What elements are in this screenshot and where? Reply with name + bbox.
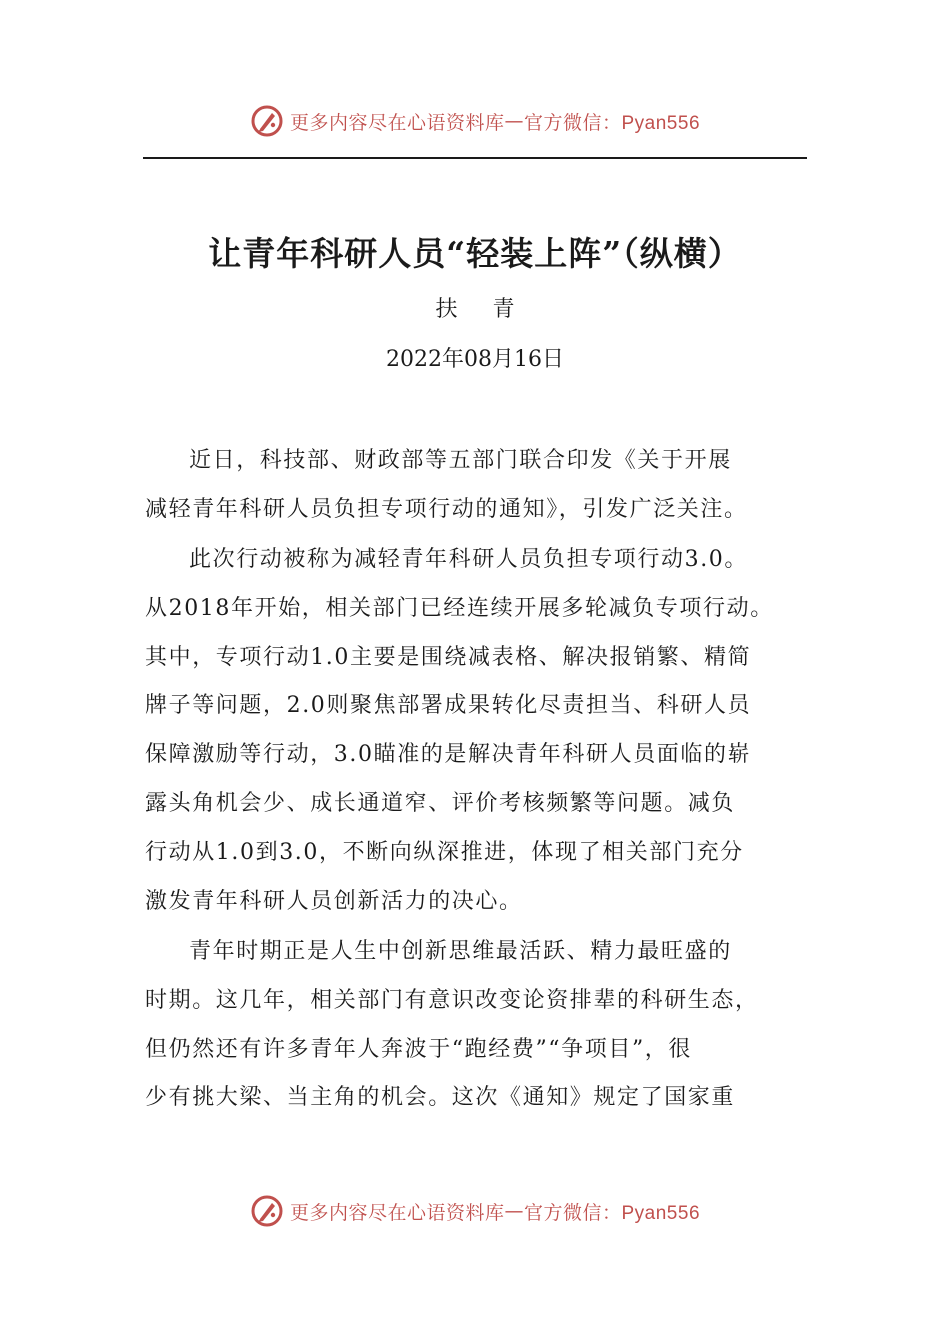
text-line: 近日，科技部、财政部等五部门联合印发《关于开展 (189, 448, 732, 473)
text-line: 减轻青年科研人员负担专项行动的通知》，引发广泛关注。 (145, 496, 748, 522)
text-line: 青年时期正是人生中创新思维最活跃、精力最旺盛的 (189, 938, 732, 964)
watermark-text: 更多内容尽在心语资料库 (289, 111, 505, 134)
paragraph-3 (145, 928, 805, 1123)
text-line: 激发青年科研人员创新活力的决心。 (145, 888, 523, 914)
paragraph-1 (145, 437, 805, 535)
paragraph-2 (145, 536, 805, 926)
footer-watermark (0, 1194, 950, 1228)
article-body (145, 437, 805, 1125)
watermark-dash: — (504, 1200, 524, 1222)
article-author: 扶 青 (435, 297, 529, 322)
article-date: 2022年08月16日 (386, 347, 564, 372)
text-line: 行动从1.0到3.0，不断向纵深推进，体现了相关部门充分 (145, 839, 744, 865)
header-watermark (0, 104, 950, 138)
text-line: 保障激励等行动，3.0瞄准的是解决青年科研人员面临的崭 (145, 742, 752, 768)
text-line: 此次行动被称为减轻青年科研人员负担专项行动3.0。 (189, 547, 748, 573)
watermark-account: 官方微信：Pyan556 (524, 1202, 701, 1224)
text-line: 时期。这几年，相关部门有意识改变论资排辈的科研生态， (145, 987, 759, 1013)
article-title: 让青年科研人员“轻装上阵”（纵横） (208, 234, 742, 273)
header-rule (143, 157, 807, 159)
text-line: 其中，专项行动1.0主要是围绕减表格、解决报销繁、精简 (145, 644, 752, 670)
watermark-dash: — (504, 110, 524, 132)
text-line: 但仍然还有许多青年人奔波于“跑经费”“争项目”，很 (145, 1036, 692, 1062)
text-line: 从2018年开始，相关部门已经连续开展多轮减负专项行动。 (145, 595, 774, 621)
pen-logo-icon (250, 104, 284, 138)
pen-logo-icon (250, 1194, 284, 1228)
text-line: 露头角机会少、成长通道窄、评价考核频繁等问题。减负 (145, 791, 736, 817)
text-line: 牌子等问题，2.0则聚焦部署成果转化尽责担当、科研人员 (145, 693, 752, 719)
watermark-account: 官方微信：Pyan556 (524, 112, 701, 134)
watermark-text: 更多内容尽在心语资料库 (289, 1201, 505, 1224)
text-line: 少有挑大梁、当主角的机会。这次《通知》规定了国家重 (145, 1085, 736, 1111)
